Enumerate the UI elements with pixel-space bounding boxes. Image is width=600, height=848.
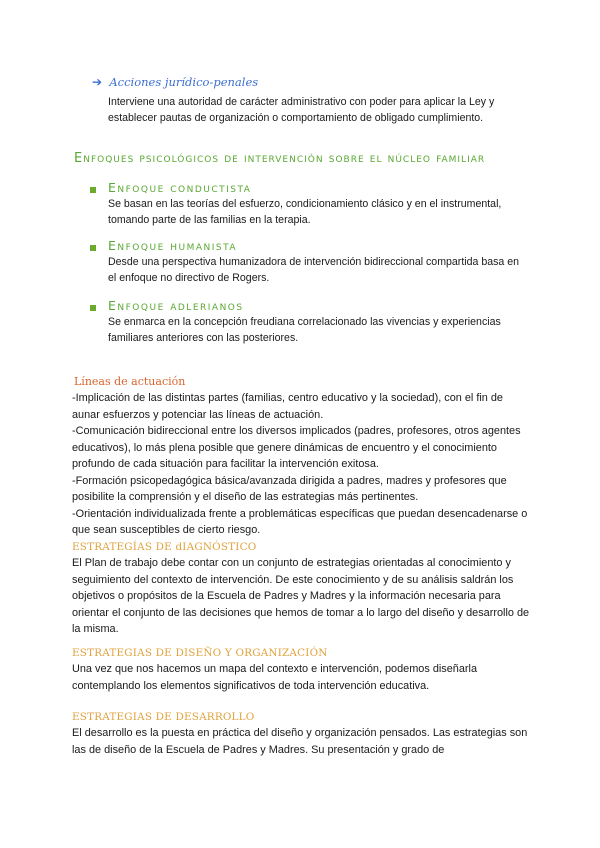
lineas-item: -Formación psicopedagógica básica/avanzada dirigida a padres, madres y profesores que posibilite la comprensión y el diseño de las estrategias más pertinentes. — [72, 474, 507, 503]
bullet-icon — [90, 305, 96, 311]
section-body-diseno: Una vez que nos hacemos un mapa del contexto e intervención, podemos diseñarla contemplando los elementos significativos de toda intervención educativa. — [72, 663, 478, 692]
enfoque-adlerianos-title: Enfoque adlerianos — [108, 298, 244, 313]
acciones-heading — [92, 75, 258, 89]
lineas-title: Líneas de actuación — [74, 375, 186, 388]
bullet-icon — [90, 245, 96, 251]
section-body-diagnostico: El Plan de trabajo debe contar con un conjunto de estrategias orientadas al conocimiento y seguimiento del contexto de intervención. De este conocimiento y de su análisis saldrán los objetivos o propósitos de la Escuela de Padres y Madres y la información necesaria para orientar el conjunto de las decisiones que hemos de tomar a lo largo del diseño y desarrollo de la misma. — [72, 557, 530, 635]
section-body-desarrollo: El desarrollo es la puesta en práctica del diseño y organización pensados. Las estrategias son las de diseño de la Escuela de Padres y Madres. Su presentación y grado de — [72, 727, 528, 756]
enfoque-humanista-title: Enfoque humanista — [108, 238, 238, 253]
acciones-body: Interviene una autoridad de carácter administrativo con poder para aplicar la Ley y establecer pautas de organización o comportamiento de obligado cumplimiento. — [108, 96, 495, 124]
lineas-item: -Orientación individualizada frente a problemáticas específicas que puedan desencadenarse o que sean susceptibles de cierto riesgo. — [72, 507, 528, 536]
enfoque-conductista-title: Enfoque conductista — [108, 180, 252, 195]
enfoque-conductista-body: Se basan en las teorías del esfuerzo, condicionamiento clásico y en el instrumental, tomando parte de las familias en la terapia. — [108, 198, 502, 226]
enfoques-title: Enfoques psicológicos de intervención sobre el núcleo familiar — [74, 151, 486, 166]
lineas-list — [72, 390, 532, 539]
acciones-title: Acciones jurídico-penales — [109, 75, 259, 89]
enfoque-adlerianos-body: Se enmarca en la concepción freudiana correlacionado las vivencias y experiencias familiares anteriores con las posteriores. — [108, 316, 501, 344]
section-title-diagnostico: ESTRATEGÍAS DE dIAGNÓSTICO — [72, 541, 257, 553]
section-title-diseno: ESTRATEGIAS DE DISEÑO Y ORGANIZACIÓN — [72, 647, 328, 659]
section-title-desarrollo: ESTRATEGIAS DE DESARROLLO — [72, 711, 255, 723]
lineas-item: -Implicación de las distintas partes (familias, centro educativo y la sociedad), con el fin de aunar esfuerzos y potenciar las líneas de actuación. — [72, 392, 503, 421]
bullet-icon — [90, 187, 96, 193]
arrow-right-icon: ➔ — [92, 75, 103, 89]
enfoque-humanista-body: Desde una perspectiva humanizadora de intervención bidireccional compartida basa en el enfoque no directivo de Rogers. — [108, 256, 520, 284]
lineas-item: -Comunicación bidireccional entre los diversos implicados (padres, profesores, otros agentes educativos), lo más plena posible que genere dinámicas de encuentro y el conocimiento profundo de cada situación para facilitar la intervención exitosa. — [72, 425, 521, 470]
